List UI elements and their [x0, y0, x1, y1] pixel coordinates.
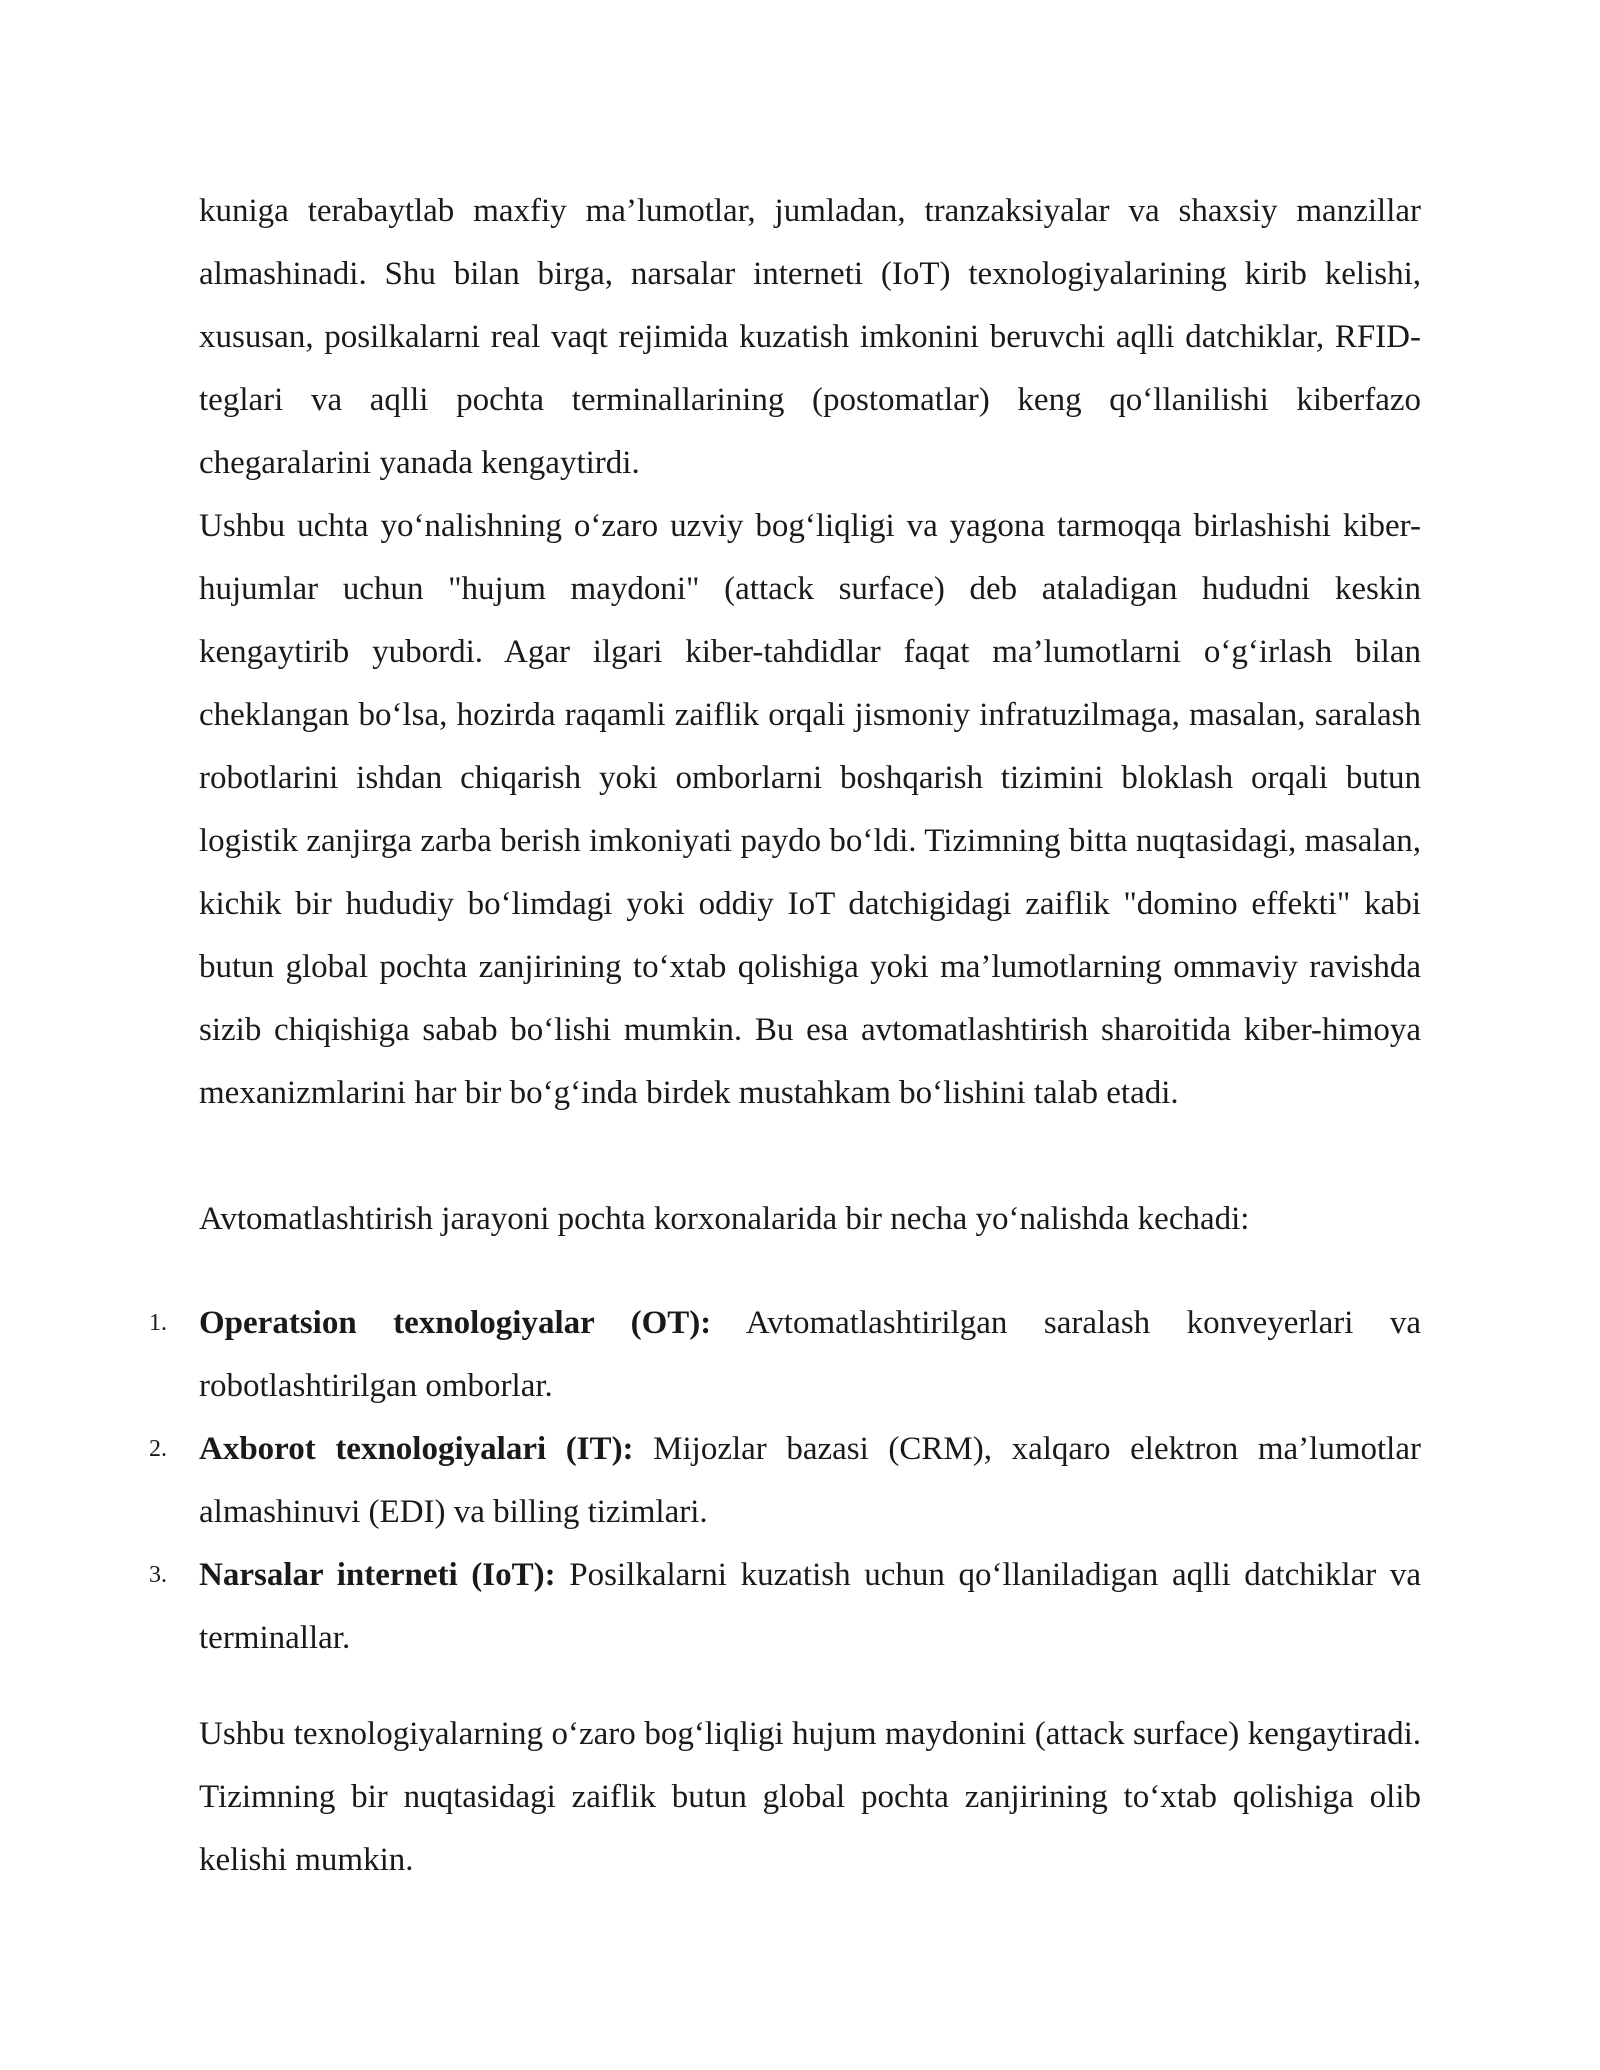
paragraph-automation-lead: Avtomatlashtirish jarayoni pochta korxonalarida bir necha yo‘nalishda kechadi:	[199, 1201, 1250, 1237]
list-item-iot	[149, 1544, 1422, 1670]
paragraph-closing: Ushbu texnologiyalarning o‘zaro bog‘liqligi hujum maydonini (attack surface) kengaytiradi. Tizimning bir nuqtasidagi zaiflik butun global pochta zanjirining to‘xtab qolishiga olib kelishi mumkin.	[199, 1716, 1421, 1878]
list-item-ot	[149, 1292, 1421, 1418]
list-term: Narsalar interneti (IoT):	[199, 1557, 556, 1593]
list-text: Avtomatlashtirilgan saralash konveyerlari va robotlashtirilgan omborlar.	[199, 1305, 1421, 1404]
list-item-it	[149, 1418, 1421, 1544]
paragraph-intro: kuniga terabaytlab maxfiy ma’lumotlar, jumladan, tranzaksiyalar va shaxsiy manzillar almashinadi. Shu bilan birga, narsalar interneti (IoT) texnologiyalarining kirib kelishi, xususan, posilkalarni real vaqt rejimida kuzatish imkonini beruvchi aqlli datchiklar, RFID-teglari va aqlli pochta terminallarining (postomatlar) keng qo‘llanilishi kiberfazo chegaralarini yanada kengaytirdi.	[199, 193, 1421, 481]
list-text: Mijozlar bazasi (CRM), xalqaro elektron ma’lumotlar almashinuvi (EDI) va billing tizimlari.	[199, 1431, 1421, 1530]
paragraph-attack-surface: Ushbu uchta yo‘nalishning o‘zaro uzviy bog‘liqligi va yagona tarmoqqa birlashishi kiber-hujumlar uchun "hujum maydoni" (attack surface) deb ataladigan hududni keskin kengaytirib yubordi. Agar ilgari kiber-tahdidlar faqat ma’lumotlarni o‘g‘irlash bilan cheklangan bo‘lsa, hozirda raqamli zaiflik orqali jismoniy infratuzilmaga, masalan, saralash robotlarini ishdan chiqarish yoki omborlarni boshqarish tizimini bloklash orqali butun logistik zanjirga zarba berish imkoniyati paydo bo‘ldi. Tizimning bitta nuqtasidagi, masalan, kichik bir hududiy bo‘limdagi yoki oddiy IoT datchigidagi zaiflik "domino effekti" kabi butun global pochta zanjirining to‘xtab qolishiga yoki ma’lumotlarning ommaviy ravishda sizib chiqishiga sabab bo‘lishi mumkin. Bu esa avtomatlashtirish sharoitida kiber-himoya mexanizmlarini har bir bo‘g‘inda birdek mustahkam bo‘lishini talab etadi.	[199, 508, 1421, 1111]
list-text: Posilkalarni kuzatish uchun qo‘llaniladigan aqlli datchiklar va terminallar.	[199, 1557, 1422, 1656]
list-number: 3.	[149, 1562, 167, 1588]
list-number: 1.	[149, 1310, 167, 1336]
numbered-list	[149, 1292, 1422, 1670]
list-number: 2.	[149, 1436, 167, 1462]
list-term: Operatsion texnologiyalar (OT):	[199, 1305, 712, 1341]
list-term: Axborot texnologiyalari (IT):	[199, 1431, 634, 1467]
